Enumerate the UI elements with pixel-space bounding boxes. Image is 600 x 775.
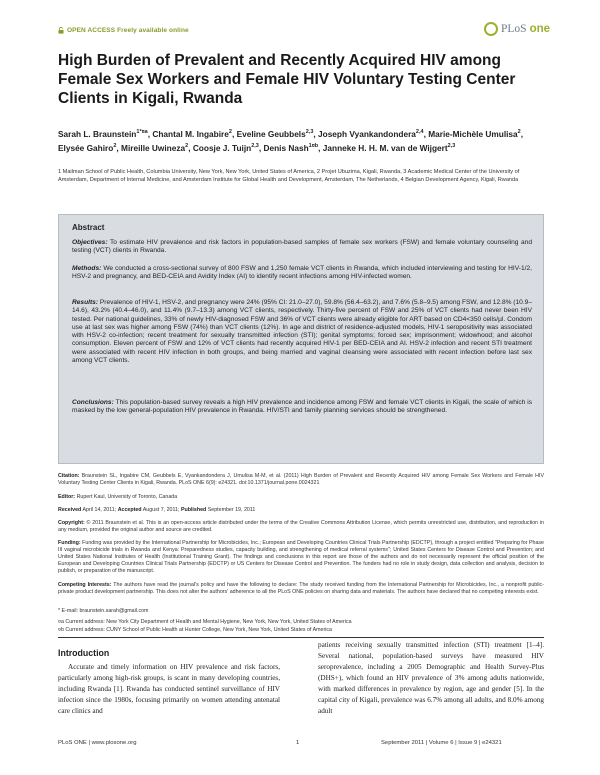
author-affiliation-marker: 2: [517, 129, 521, 135]
objectives-label: Objectives:: [72, 239, 108, 246]
editor-text: Rupert Kaul, University of Toronto, Canada: [76, 494, 178, 500]
author-name: Denis Nash: [263, 142, 309, 153]
footer-journal: PLoS ONE | www.plosone.org: [58, 740, 137, 746]
published-date: September 19, 2011: [207, 507, 256, 513]
author-affiliation-marker: 2,3: [305, 129, 314, 135]
citation-label: Citation:: [58, 473, 80, 479]
journal-logo-plos: PLoS: [501, 23, 527, 35]
author-name: Chantal M. Ingabire: [152, 128, 229, 139]
author-affiliation-marker: 1*¤a: [136, 129, 148, 135]
editor-line: [58, 494, 544, 501]
abstract-objectives: [72, 239, 532, 256]
affiliations: 1 Mailman School of Public Health, Columbia University, New York, New York, United States of America, 2 Projet Ubuzima, Kigali, Rwanda, 3 Academic Medical Center of the University of Amsterdam, Department of Internal Medicine, and Amsterdam Institute for Global Health and Development, Amsterdam, The Netherlands, 4 Belgian Development Agency, Kigali, Rwanda: [58, 169, 520, 184]
author-name: Janneke H. H. M. van de Wijgert: [322, 142, 448, 153]
author-affiliation-marker: 2: [113, 142, 117, 149]
footer-page-number: 1: [296, 740, 300, 746]
author-affiliation-marker: 2: [228, 129, 232, 135]
methods-text: We conducted a cross-sectional survey of 800 FSW and 1,250 female VCT clients in Rwanda, which included interviewing and testing for HIV-1/2, HSV-2 and pregnancy, and BED-CEIA and Avidity Index (AI) to identify recent infections among HIV-infected women.: [72, 265, 532, 281]
editor-label: Editor:: [58, 494, 76, 500]
abstract-conclusions: [72, 399, 532, 416]
objectives-text: To estimate HIV prevalence and risk factors in population-based samples of female sex workers (FSW) and female voluntary counseling and testing (VCT) clients in Rwanda.: [72, 239, 532, 255]
plos-swirl-icon: [484, 22, 498, 36]
open-lock-icon: [58, 27, 64, 34]
dates-line: [58, 507, 544, 514]
conclusions-text: This population-based survey reveals a high HIV prevalence and incidence among FSW and female VCT clients in Kigali, the scale of which is masked by the low general-population HIV prevalence in Rwanda. HIV/STI and family planning services should be strengthened.: [72, 399, 532, 415]
author-affiliation-marker: 2,3: [251, 142, 259, 149]
introduction-heading: Introduction: [58, 648, 110, 658]
competing-text: The authors have read the journal's policy and have the following to declare: The study received funding from the International Partnership for Microbicides, Inc., a nonprofit public-private product development partnership. This does not alter the authors' adherence to all the PLoS ONE policies on sharing data and materials. The authors have declared that no competing interests exist.: [58, 582, 544, 595]
author-affiliation-marker: 2,4: [415, 129, 424, 135]
introduction-column-1: Accurate and timely information on HIV prevalence and risk factors, particularly among high-risk groups, is scant in many developing countries, including Rwanda [1]. Rwanda has conducted sentinel surveillance of HIV infection since the 1980s, focusing primarily on women attending antenatal care clinics and: [58, 663, 280, 715]
funding-label: Funding:: [58, 540, 81, 546]
citation-line: [58, 473, 544, 487]
methods-label: Methods:: [72, 265, 102, 272]
author-affiliation-marker: 1¤b: [308, 142, 319, 149]
abstract-box: [58, 214, 544, 464]
author-list: Sarah L. Braunstein$^{1*¤a}$, Chantal M. Ingabire$^2$, Eveline Geubbels$^{2,3}$, Joseph Vyankandondera$^{2,4}$, Marie-Michèle Umulisa$^2$, Elysée Gahiro$^2$, Mireille Uwineza$^2$, Coosje J. Tuijn$^{2,3}$, Denis Nash$^{1¤b}$, Janneke H. H. M. van de Wijgert$^{2,3}$: [58, 128, 524, 153]
author-name: Mireille Uwineza: [121, 142, 186, 153]
competing-interests-line: [58, 582, 544, 596]
funding-line: [58, 540, 544, 575]
accepted-date: August 7, 2011;: [142, 507, 180, 513]
journal-logo: [484, 22, 550, 36]
footer-issue: September 2011 | Volume 6 | Issue 9 | e24321: [381, 740, 502, 746]
received-label: Received: [58, 507, 82, 513]
citation-text: Braunstein SL, Ingabire CM, Geubbels E, Vyankandondera J, Umulisa M-M, et al. (2011) High Burden of Prevalent and Recently Acquired HIV among Female Sex Workers and Female HIV Voluntary Testing Center Clients in Kigali, Rwanda. PLoS ONE 6(9): e24321. doi:10.1371/journal.pone.0024321: [58, 473, 544, 486]
author-name: Elysée Gahiro: [58, 142, 114, 153]
author-affiliation-marker: 2: [185, 142, 189, 149]
abstract-methods: [72, 265, 532, 282]
abstract-results: [72, 299, 532, 365]
current-address-a: ¤a Current address: New York City Department of Health and Mental Hygiene, New York, New York, United States of America: [58, 619, 352, 625]
article-title: High Burden of Prevalent and Recently Acquired HIV among Female Sex Workers and Female HIV Voluntary Testing Center Clients in Kigali, Rwanda: [58, 52, 516, 107]
author-name: Marie-Michèle Umulisa: [428, 128, 518, 139]
open-access-banner: [58, 27, 189, 34]
copyright-label: Copyright:: [58, 520, 85, 526]
competing-label: Competing Interests:: [58, 582, 112, 588]
conclusions-label: Conclusions:: [72, 399, 114, 406]
introduction-column-2: patients receiving sexually transmitted infection (STI) treatment [1–4]. Several national, population-based surveys have measured HIV seroprevalence, including a 2005 Demographic and Health Survey-Plus (DHS+), which found an HIV prevalence of 3% among adults nationwide, with marked differences in prevalence by region, age and gender [5]. In the capital city of Kigali, prevalence was 6.7% among all adults, and 8.0% among adult: [318, 641, 544, 715]
author-name: Coosje J. Tuijn: [192, 142, 252, 153]
email-line: * E-mail: braunstein.sarah@gmail.com: [58, 608, 149, 614]
published-label: Published: [180, 507, 207, 513]
accepted-label: Accepted: [117, 507, 142, 513]
results-label: Results:: [72, 299, 99, 306]
abstract-heading: Abstract: [72, 223, 105, 232]
funding-text: Funding was provided by the International Partnership for Microbicides, Inc.; European and Developing Countries Clinical Trials Partnership (EDCTP), through a project entitled "Preparing for Phase III vaginal microbicide trials in Rwanda and Kenya: Preparedness studies, capacity building, and strengthening of medical referral systems"; United States Centers for Disease Control and Prevention; and United States National Institutes of Health (Institutional Training Grant). The findings and conclusions in this report are those of the authors and do not necessarily represent the official position of the European and Developing Countries Clinical Trials Partnership (EDCTP) or US Centers for Disease Control and Prevention. The funders had no role in study design, data collection and analysis, decision to publish, or preparation of the manuscript.: [58, 540, 544, 574]
copyright-line: [58, 520, 544, 534]
author-affiliation-marker: 2,3: [447, 142, 456, 149]
author-name: Eveline Geubbels: [236, 128, 306, 139]
journal-logo-one: one: [529, 23, 551, 35]
author-name: Joseph Vyankandondera: [318, 128, 416, 139]
section-divider: [58, 637, 544, 638]
results-text: Prevalence of HIV-1, HSV-2, and pregnancy were 24% (95% CI: 21.0–27.0), 59.8% (56.4–63.2), and 7.6% (5.8–9.5) among FSW, and 12.8% (10.9–14.6), 43.2% (40.4–46.0), and 11.4% (9.7–13.3) among VCT clients, respectively. Thirty-five percent of FSW and 25% of VCT clients had never been HIV tested. Per national guidelines, 33% of newly HIV-diagnosed FSW and 36% of VCT clients were already eligible for ART based on CD4<350 cells/µl. Condom use at last sex was higher among FSW (74%) than VCT clients (12%). In age and district of residence-adjusted models, HIV-1 seropositivity was associated with HSV-2 co-infection; recent treatment for sexually transmitted infection (STI); genital symptoms; forced sex; imprisonment; widowhood; and alcohol consumption. Eleven percent of FSW and 12% of VCT clients had recently acquired HIV-1 per BED-CEIA and AI. HSV-2 infection and recent STI treatment were associated with recent HIV infection in both groups, and being married and vaginal cleansing were associated with recent infection before last sex among VCT clients.: [72, 299, 533, 365]
copyright-text: © 2011 Braunstein et al. This is an open-access article distributed under the terms of the Creative Commons Attribution License, which permits unrestricted use, distribution, and reproduction in any medium, provided the original author and source are credited.: [58, 520, 544, 533]
received-date: April 14, 2011;: [82, 507, 117, 513]
open-access-text: OPEN ACCESS Freely available online: [67, 27, 189, 34]
author-name: Sarah L. Braunstein: [58, 128, 137, 139]
current-address-b: ¤b Current address: CUNY School of Public Health at Hunter College, New York, New York, United States of America: [58, 627, 333, 633]
